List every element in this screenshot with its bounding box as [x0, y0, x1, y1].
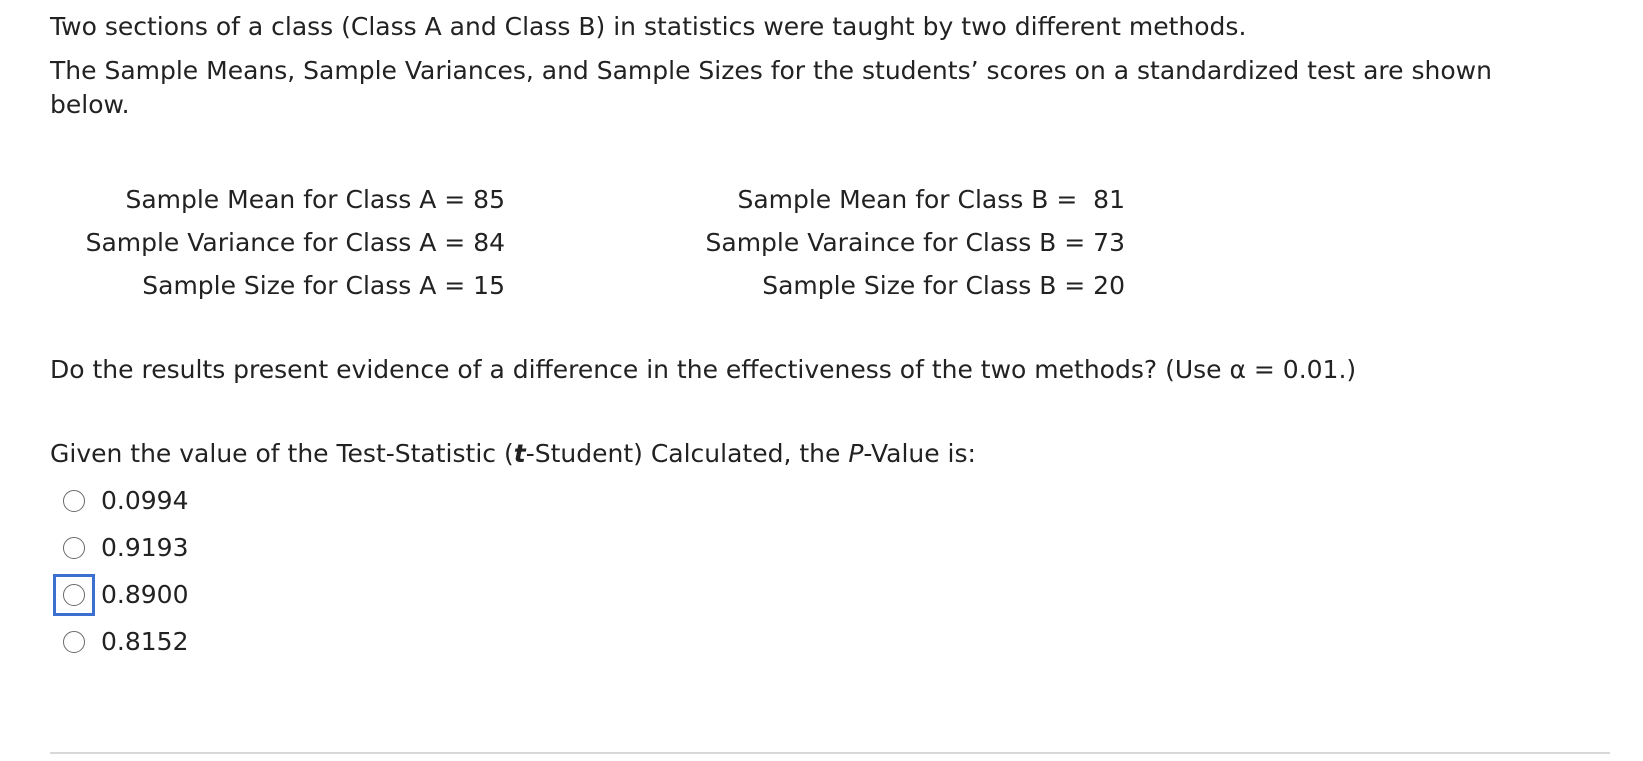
prompt-part-3: -Value is: — [863, 439, 976, 468]
class-a-variance: Sample Variance for Class A = 84 — [85, 228, 505, 257]
option-1[interactable] — [50, 477, 188, 524]
radio-wrap-3-focused — [53, 574, 95, 616]
prompt-t: t — [513, 439, 526, 468]
option-label[interactable]: 0.9193 — [101, 532, 189, 562]
radio-wrap-4 — [53, 621, 95, 663]
class-b-statistics — [610, 178, 1125, 307]
radio-button[interactable] — [63, 490, 85, 512]
intro-line-1: Two sections of a class (Class A and Class B) in statistics were taught by two different methods. — [50, 12, 1247, 41]
radio-button[interactable] — [63, 631, 85, 653]
answer-prompt — [50, 437, 976, 471]
class-b-size: Sample Size for Class B = 20 — [762, 271, 1125, 300]
radio-button[interactable] — [63, 537, 85, 559]
class-a-statistics — [50, 178, 505, 307]
option-label[interactable]: 0.0994 — [101, 485, 189, 515]
radio-button[interactable] — [63, 584, 85, 606]
question-content — [50, 10, 1610, 656]
answer-options — [50, 477, 188, 665]
option-label[interactable]: 0.8900 — [101, 579, 189, 609]
class-a-size: Sample Size for Class A = 15 — [142, 271, 505, 300]
radio-wrap-2 — [53, 527, 95, 569]
prompt-part-1: Given the value of the Test-Statistic ( — [50, 439, 514, 468]
prompt-part-2: -Student) Calculated, the — [525, 439, 849, 468]
question-text: Do the results present evidence of a difference in the effectiveness of the two methods? (Use α = 0.01.) — [50, 355, 1357, 384]
bottom-divider — [50, 752, 1610, 754]
prompt-p: P — [848, 439, 864, 468]
option-4[interactable] — [50, 618, 188, 665]
class-b-variance: Sample Varaince for Class B = 73 — [705, 228, 1125, 257]
class-a-mean: Sample Mean for Class A = 85 — [125, 185, 505, 214]
intro-line-2: The Sample Means, Sample Variances, and Sample Sizes for the students’ scores on a standardized test are shown below. — [50, 56, 1492, 119]
class-b-mean: Sample Mean for Class B = 81 — [737, 185, 1125, 214]
option-3[interactable] — [50, 571, 188, 618]
option-label[interactable]: 0.8152 — [101, 626, 189, 656]
radio-wrap-1 — [53, 480, 95, 522]
option-2[interactable] — [50, 524, 188, 571]
sample-statistics — [50, 178, 1150, 308]
